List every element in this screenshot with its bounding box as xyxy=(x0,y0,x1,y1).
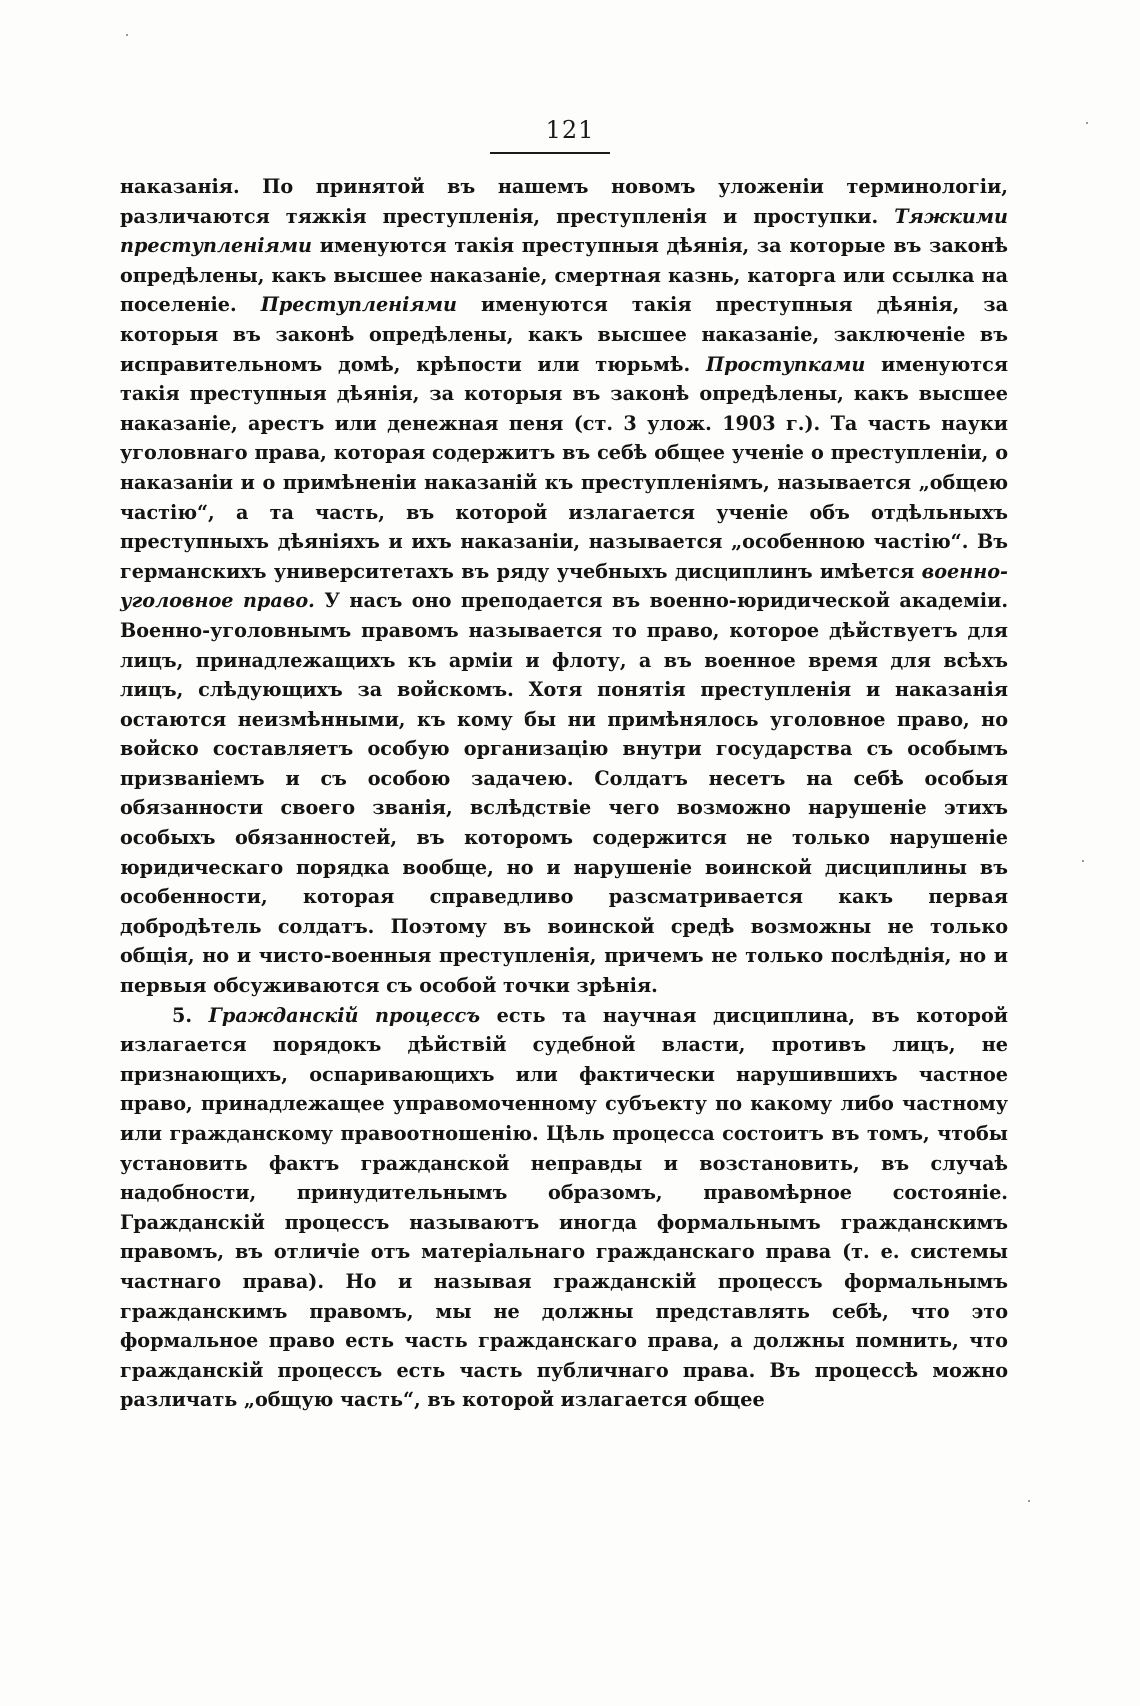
text-run: именуются такія преступныя дѣянія, за которыя въ законѣ опредѣлены, какъ высшее наказаніе, заключеніе въ исправительномъ домѣ, крѣпости или тюрьмѣ. xyxy=(120,293,1008,376)
italic-term: военно-уголовное право. xyxy=(120,559,1008,613)
scan-speck xyxy=(1086,122,1088,124)
paragraph-civil-process xyxy=(120,1001,1008,1415)
text-run: именуются такія преступныя дѣянія, за которые въ законѣ опредѣлены, какъ высшее наказаніе, смертная казнь, каторга или ссылка на поселеніе. xyxy=(120,234,1008,317)
scan-speck xyxy=(1028,1500,1030,1502)
italic-term: Гражданскій процессъ xyxy=(208,1003,481,1027)
section-number: 5. xyxy=(172,1003,209,1027)
italic-term: Тяжкими преступленіями xyxy=(120,204,1008,258)
text-run: наказанія. По принятой въ нашемъ новомъ уложеніи терминологіи, различаются тяжкія преступленія, преступленія и проступки. xyxy=(120,175,1008,228)
body-text xyxy=(120,172,1008,1415)
text-run: есть та научная дисциплина, въ которой излагается порядокъ дѣйствій судебной власти, противъ лицъ, не признающихъ, оспаривающихъ или фактически нарушившихъ частное право, принадлежащее управомоченному субъекту по какому либо частному или гражданскому правоотношенію. Цѣль процесса состоитъ въ томъ, чтобы установить фактъ гражданской неправды и возстановить, въ случаѣ надобности, принудительнымъ образомъ, правомѣрное состояніе. Гражданскій процессъ называютъ иногда формальнымъ гражданскимъ правомъ, въ отличіе отъ матеріальнаго гражданскаго права (т. е. системы частнаго права). Но и называя гражданскій процессъ формальнымъ гражданскимъ правомъ, мы не должны представлять себѣ, что это формальное право есть часть гражданскаго права, а должны помнить, что гражданскій процессъ есть часть публичнаго права. Въ процессѣ можно различать „общую часть“, въ которой излагается общее xyxy=(120,1003,1008,1412)
text-run: именуются такія преступныя дѣянія, за которыя въ законѣ опредѣлены, какъ высшее наказаніе, арестъ или денежная пеня (ст. 3 улож. 1903 г.). Та часть науки уголовнаго права, которая содержитъ въ себѣ общее ученіе о преступленіи, о наказаніи и о примѣненіи наказаній къ преступленіямъ, называется „общею частію“, а та часть, въ которой излагается ученіе объ отдѣльныхъ преступныхъ дѣяніяхъ и ихъ наказаніи, называется „особенною частію“. Въ германскихъ университетахъ въ ряду учебныхъ дисциплинъ имѣется xyxy=(120,352,1008,583)
header-rule xyxy=(490,152,610,154)
scan-speck xyxy=(126,34,128,36)
text-run: У насъ оно преподается въ военно-юридической академіи. Военно-уголовнымъ правомъ называется то право, которое дѣйствуетъ для лицъ, принадлежащихъ къ арміи и флоту, а въ военное время для всѣхъ лицъ, слѣдующихъ за войскомъ. Хотя понятія преступленія и наказанія остаются неизмѣнными, къ кому бы ни примѣнялось уголовное право, но войско составляетъ особую организацію внутри государства съ особымъ призваніемъ и съ особою задачею. Солдатъ несетъ на себѣ особыя обязанности своего званія, вслѣдствіе чего возможно нарушеніе этихъ особыхъ обязанностей, въ которомъ содержится не только нарушеніе юридическаго порядка вообще, но и нарушеніе воинской дисциплины въ особенности, которая справедливо разсматривается какъ первая добродѣтель солдатъ. Поэтому въ воинской средѣ возможны не только общія, но и чисто-военныя преступленія, причемъ не только послѣднія, но и первыя обсуживаются съ особой точки зрѣнія. xyxy=(120,589,1009,998)
paragraph-criminal-law xyxy=(120,172,1008,1001)
scan-speck xyxy=(1082,860,1084,862)
page-number: 121 xyxy=(545,116,595,144)
italic-term: Проступками xyxy=(705,352,866,376)
italic-term: Преступленіями xyxy=(260,293,457,317)
